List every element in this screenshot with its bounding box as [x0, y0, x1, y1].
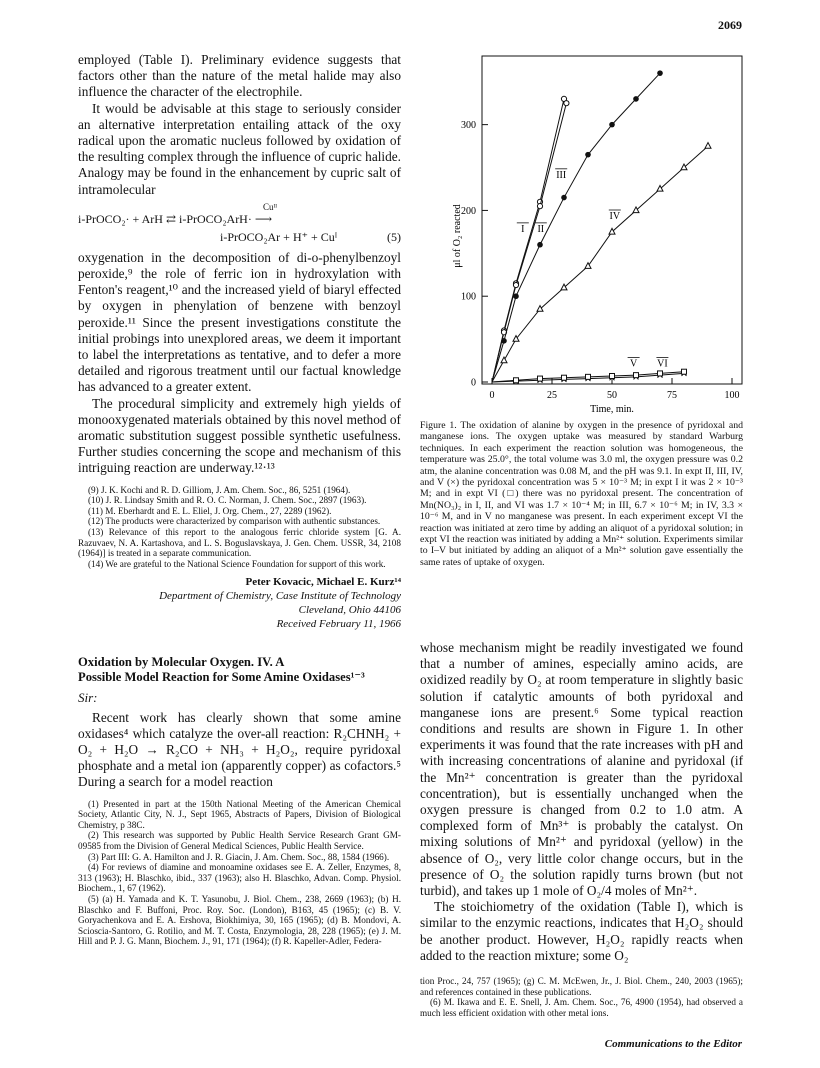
heading-line: Possible Model Reaction for Some Amine Oxidases¹⁻³: [78, 670, 365, 685]
data-point: [561, 284, 567, 290]
footnote: (1) Presented in part at the 150th National Meeting of the American Chemical Society, Atlantic City, N. J., Sept 1965, Abstracts of Papers, Division of Biological Chemistry, p 38C.: [78, 798, 401, 830]
equation-number: (5): [387, 229, 401, 244]
y-axis: [461, 120, 488, 388]
figure-caption: Figure 1. The oxidation of alanine by oxygen in the presence of pyridoxal and manganese ions. The oxygen uptake was measured by standard Warburg techniques. In each experiment the reaction solution was homogeneous, the temperature was 25.0°, the total volume was 3.0 ml, the oxygen pressure was 0.2 atm, the alanine concentration was 0.08 M, and the pH was 9.1. In expt II, III, IV, and V (×) the pyridoxal concentration was 5 × 10⁻³ M; in expt I it was 2 × 10⁻³ M; and in expt VI (□) there was no pyridoxal present. The concentration of Mn(NO₃)₂ in I, II, and VI was 1.7 × 10⁻⁴ M; in III, 6.7 × 10⁻⁶ M; in IV, 3.3 × 10⁻⁶ M, and in V no manganese was present. In each experiment except VI the reaction was initiated at zero time by adding an aliquot of a pyridoxal solution; in expt VI the reaction was initiated by adding a Mn²⁺ solution. Experiments similar to I–V but initiated by adding an aliquot of a Mn²⁺ solution gave essentially the same rates of uptake of oxygen.: [420, 420, 743, 568]
series-group: [492, 70, 711, 383]
left-column: [78, 52, 401, 947]
series-label: IV: [609, 211, 621, 222]
data-point: [682, 369, 687, 374]
footnote: (6) M. Ikawa and E. E. Snell, J. Am. Chem. Soc., 76, 4900 (1954), had observed a much less efficient oxidation with other metal ions.: [420, 997, 743, 1018]
data-point: [501, 338, 507, 344]
footnote: (9) J. K. Kochi and R. D. Gilliom, J. Am. Chem. Soc., 86, 5251 (1964).: [88, 484, 351, 495]
data-point: [657, 70, 663, 76]
article-heading: [78, 655, 401, 685]
x-tick-label: 25: [547, 390, 557, 401]
x-tick-label: 75: [667, 390, 677, 401]
data-point: [585, 152, 591, 158]
footnote: (14) We are grateful to the National Science Foundation for support of this work.: [88, 558, 386, 569]
data-point: [657, 185, 663, 191]
x-tick-label: 0: [489, 390, 495, 401]
footnotes: [420, 976, 743, 1018]
equation-catalyst: Cuᴵᴵ: [263, 201, 278, 212]
page-number: 2069: [718, 18, 742, 32]
y-tick-label: 0: [471, 377, 476, 389]
affiliation: Cleveland, Ohio 44106: [298, 604, 401, 617]
data-point: [609, 228, 615, 234]
footnotes: [78, 485, 401, 570]
data-point: [633, 96, 639, 102]
footnote: tion Proc., 24, 757 (1965); (g) C. M. McEwen, Jr., J. Biol. Chem., 240, 2003 (1965); and references contained in these publications.: [420, 976, 743, 997]
data-point: [537, 204, 542, 209]
series-label: II: [537, 223, 545, 235]
y-tick-label: 300: [461, 120, 476, 132]
series-label: VI: [657, 358, 668, 370]
x-axis-label: Time, min.: [590, 404, 634, 415]
footnote: (4) For reviews of diamine and monoamine oxidases see E. A. Zeller, Enzymes, 8, 313 (1963); H. Blaschko, ibid., 337 (1963); also H. Blaschko, Advan. Comp. Physiol. Biochem., 1, 67 (1962).: [78, 862, 401, 894]
equation-5: [78, 200, 401, 250]
footnote: (5) (a) H. Yamada and K. T. Yasunobu, J. Biol. Chem., 238, 2669 (1963); (b) H. Blaschko and F. Buffoni, Proc. Roy. Soc. (London), B163, 45 (1965); (c) B. V. Goryachenkova and E. A. Ershova, Biokhimiya, 30, 165 (1965); (d) B. Mondovi, A. Scioscia-Santoro, G. Rotilio, and M. T. Costa, Enzymologia, 28, 228 (1965); (e) J. M. Hill and P. J. G. Mann, Biochem. J., 91, 171 (1964); (f) R. Kapeller-Adler, Federa-: [78, 893, 401, 947]
series-III: [492, 70, 663, 382]
equation-line: i-PrOCO₂Ar + H⁺ + Cuᴵ: [220, 229, 338, 244]
paragraph: The procedural simplicity and extremely high yields of monooxygenated materials obtained by this novel method of aromatic substitution suggest possible synthetic usefulness. Further studies concerning the scope and mechanism of this intriguing reaction are underway.¹²·¹³: [78, 395, 401, 476]
series-IV: [492, 143, 711, 382]
data-point: [513, 293, 519, 299]
paragraph: It would be advisable at this stage to seriously consider an alternative interpretation entailing attack of the oxy radical upon the aromatic nucleus followed by oxidation of the resulting complex through the influence of cupric halide. Analogy may be found in the enhancement by cupric salt of intramolecular: [78, 100, 401, 197]
footnote: (2) This research was supported by Public Health Service Research Grant GM-09585 from the Division of General Medical Sciences, Public Health Service.: [78, 830, 401, 852]
series-VI: [492, 358, 687, 383]
right-column-text: [420, 640, 743, 1018]
data-point: [561, 195, 567, 201]
y-tick-label: 100: [461, 291, 476, 303]
heading-line: Oxidation by Molecular Oxygen. IV. A: [78, 655, 285, 670]
paragraph: Recent work has clearly shown that some amine oxidases⁴ which catalyze the over-all reaction: R₂CHNH₂ + O₂ + H₂O → R₂CO + NH₃ + H₂O₂, require pyridoxal phosphate and a metal ion (apparently copper) as cofactors.⁵ During a search for a model reaction: [78, 709, 401, 790]
data-point: [609, 122, 615, 128]
footnote: (13) Relevance of this report to the analogous ferric chloride system [G. A. Razuvaev, N. A. Kartashova, and L. S. Boguslavskaya, J. Gen. Chem. USSR, 34, 2108 (1964)] is treated in a separate communication.: [78, 527, 401, 559]
data-point: [537, 242, 543, 248]
x-tick-label: 50: [607, 390, 617, 401]
data-point: [610, 373, 615, 378]
affiliation: Department of Chemistry, Case Institute of Technology: [159, 590, 401, 603]
data-point: [514, 378, 519, 383]
data-point: [705, 143, 711, 149]
paragraph: The stoichiometry of the oxidation (Table I), which is similar to the enzymic reactions, indicates that H₂O₂ should be another product. However, H₂O₂ rapidly reacts when added to the reaction mixture; some O₂: [420, 899, 743, 963]
series-label: V: [629, 358, 638, 370]
series-line: [492, 146, 708, 382]
data-point: [633, 207, 639, 213]
data-point: [562, 375, 567, 380]
series-label: I: [521, 223, 525, 235]
x-tick-label: 100: [724, 390, 740, 401]
figure-1-chart: [420, 44, 750, 416]
data-point: [513, 282, 518, 287]
equation-line: i-PrOCO₂· + ArH ⇄ i-PrOCO₂ArH· ⟶: [78, 211, 273, 226]
footnote: (12) The products were characterized by comparison with authentic substances.: [88, 516, 381, 527]
data-point: [586, 374, 591, 379]
data-point: [681, 164, 687, 170]
paragraph: employed (Table I). Preliminary evidence suggests that factors other than the nature of the metal halide may also influence the character of the electrophile.: [78, 52, 401, 100]
authors: Peter Kovacic, Michael E. Kurz¹⁴: [245, 576, 401, 589]
salutation: Sir:: [78, 690, 98, 706]
data-point: [634, 373, 639, 378]
footnote: (11) M. Eberhardt and E. L. Eliel, J. Org. Chem., 27, 2289 (1962).: [88, 505, 332, 516]
footnote: (10) J. R. Lindsay Smith and R. O. C. Norman, J. Chem. Soc., 2897 (1963).: [88, 495, 367, 506]
received-date: Received February 11, 1966: [276, 618, 401, 631]
paragraph: oxygenation in the decomposition of di-o-phenylbenzoyl peroxide,⁹ the role of ferric ion in hydroxylation with Fenton's reagent,¹⁰ and the increased yield of biaryl effected by oxygen in phenylation of benzene with benzoyl peroxide.¹¹ Since the present investigations constitute the initial probings into unexplored areas, we deem it important to label the interpretations as tentative, and to defer a more detailed and rigorous treatment until our factual knowledge has advanced to a greater extent.: [78, 249, 401, 395]
data-point: [538, 376, 543, 381]
data-point: [658, 371, 663, 376]
x-axis: [490, 378, 740, 401]
footnotes: [78, 799, 401, 947]
data-point: [537, 306, 543, 312]
series-label: III: [556, 169, 567, 181]
data-point: [501, 357, 507, 363]
page-footer: Communications to the Editor: [604, 1038, 742, 1050]
signature-block: [78, 575, 401, 631]
data-point: [564, 101, 569, 106]
y-tick-label: 200: [461, 205, 476, 217]
paragraph: whose mechanism might be readily investigated we found that a number of amines, especially amino acids, are oxidized readily by O₂ at room temperature in slightly basic solution if catalytic amounts of both pyridoxal and manganese ions are present.⁶ Some typical reaction conditions and results are shown in Figure 1. In other experiments it was found that the rate increases with pH and with increasing concentrations of alanine and pyridoxal (if the Mn²⁺ concentration is greater than the pyridoxal concentration), but is essentially unchanged when the oxygen pressure is changed from 0.2 to 1.0 atm. A complexed form of Mn³⁺ is probably the catalyst. On mixing solutions of Mn²⁺ and pyridoxal (yellow) in the absence of O₂, very little color change occurs, but in the presence of O₂ the solution rapidly turns brown (but not turbid), and takes up 1 mole of O₂/4 moles of Mn²⁺.: [420, 640, 743, 899]
y-axis-label: μl of O₂ reacted: [452, 204, 463, 268]
series-line: [492, 73, 660, 382]
footnote: (3) Part III: G. A. Hamilton and J. R. Giacin, J. Am. Chem. Soc., 88, 1584 (1966).: [88, 851, 390, 862]
